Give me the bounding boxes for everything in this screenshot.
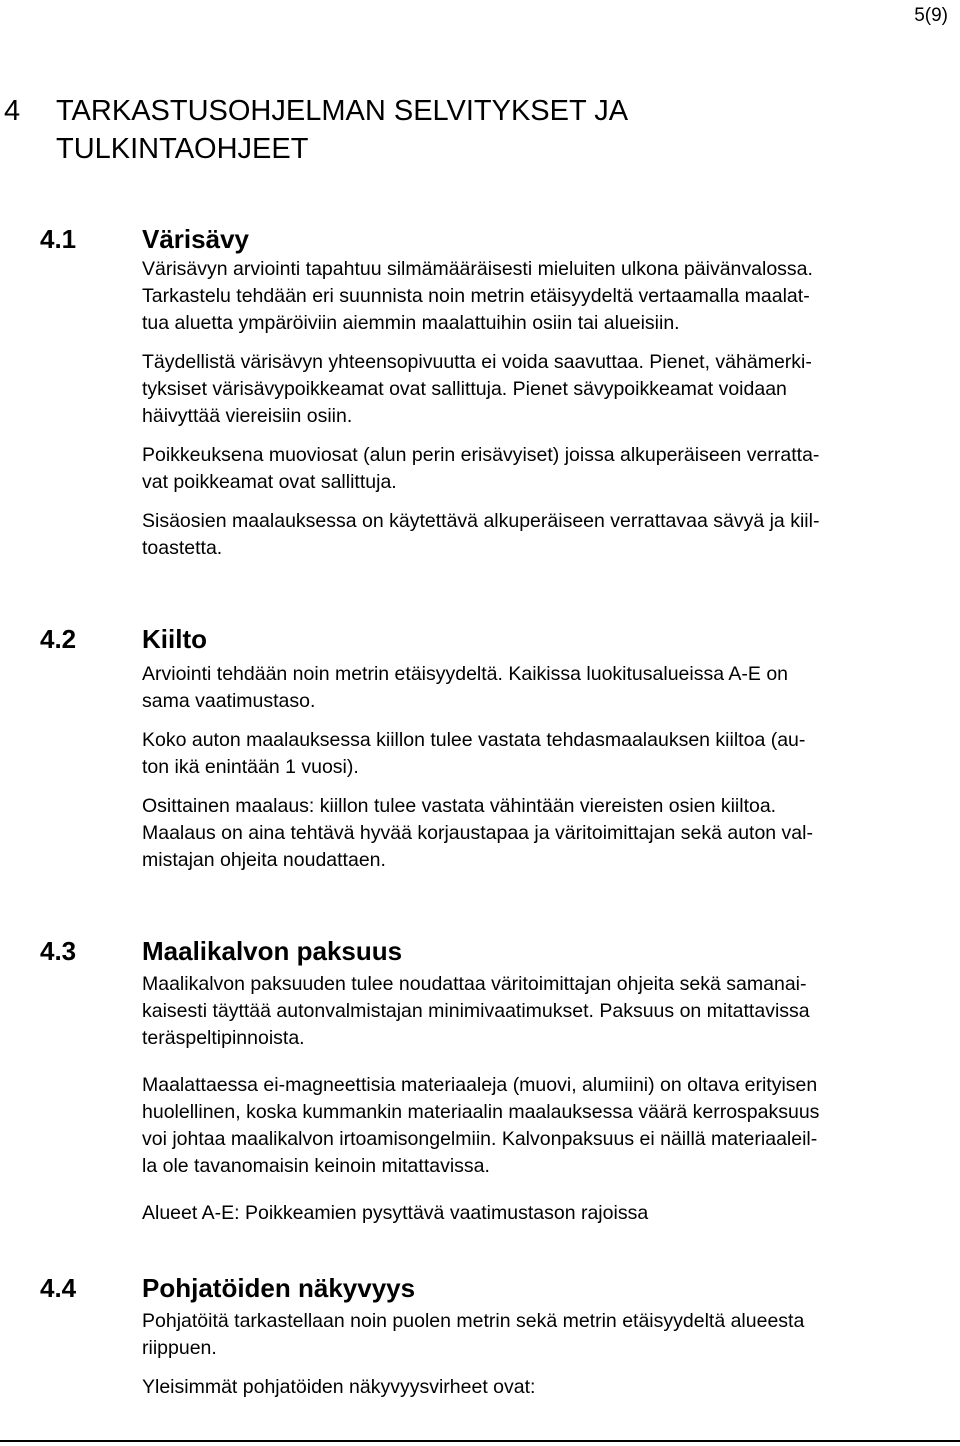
paragraph: Maalikalvon paksuuden tulee noudattaa väritoimittajan ohjeita sekä samanai- kaisesti täyttää autonvalmistajan minimivaatimukset. Paksuus on mitattavissa teräspeltipinnoista. (142, 973, 810, 1049)
paragraph: Maalattaessa ei-magneettisia materiaaleja (muovi, alumiini) on oltava erityisen huolellinen, koska kummankin materiaalin maalauksessa väärä kerrospaksuus voi johtaa maalikalvon irtoamisongelmiin. Kalvonpaksuus ei näillä materiaaleil- la ole tavanomaisin keinoin mitattavissa. (142, 1074, 820, 1177)
section-number: 4.4 (40, 1273, 77, 1303)
section-heading-4-3 (40, 934, 402, 968)
section-heading-4-2 (40, 622, 207, 656)
paragraph: Osittainen maalaus: kiillon tulee vastata vähintään viereisten osien kiiltoa. Maalaus on aina tehtävä hyvää korjaustapaa ja väritoimittajan sekä auton val- mistajan ohjeita noudattaen. (142, 795, 813, 871)
section-heading-4-1 (40, 222, 249, 256)
chapter-title: TARKASTUSOHJELMAN SELVITYKSET JA TULKINTAOHJEET (56, 95, 629, 165)
paragraph: Yleisimmät pohjatöiden näkyvyysvirheet ovat: (142, 1376, 536, 1398)
page-number: 5(9) (914, 5, 948, 26)
section-title: Kiilto (142, 624, 207, 654)
section-number: 4.1 (40, 224, 77, 254)
paragraph: Sisäosien maalauksessa on käytettävä alkuperäiseen verrattavaa sävyä ja kiil- toastetta. (142, 510, 820, 559)
section-title: Maalikalvon paksuus (142, 936, 403, 966)
paragraph: Alueet A-E: Poikkeamien pysyttävä vaatimustason rajoissa (142, 1202, 649, 1224)
paragraph: Täydellistä värisävyn yhteensopivuutta ei voida saavuttaa. Pienet, vähämerki- tyksiset värisävypoikkeamat ovat sallittuja. Pienet sävypoikkeamat voidaan häivyttää viereisiin osiin. (142, 351, 812, 427)
paragraph: Arviointi tehdään noin metrin etäisyydeltä. Kaikissa luokitusalueissa A-E on sama vaatimustaso. (142, 663, 789, 712)
section-number: 4.2 (40, 624, 77, 654)
paragraph: Värisävyn arviointi tapahtuu silmämääräisesti mieluiten ulkona päivänvalossa. Tarkastelu tehdään eri suunnista noin metrin etäisyydeltä vertaamalla maalat- tua aluetta ympäröiviin aiemmin maalattuihin osiin tai alueisiin. (142, 258, 813, 334)
section-number: 4.3 (40, 936, 77, 966)
chapter-heading (4, 92, 736, 168)
section-heading-4-4 (40, 1271, 415, 1305)
paragraph: Pohjatöitä tarkastellaan noin puolen metrin sekä metrin etäisyydeltä alueesta riippuen. (142, 1310, 805, 1359)
section-title: Värisävy (142, 224, 249, 254)
paragraph: Koko auton maalauksessa kiillon tulee vastata tehdasmaalauksen kiiltoa (au- ton ikä enintään 1 vuosi). (142, 729, 806, 778)
section-title: Pohjatöiden näkyvyys (142, 1273, 416, 1303)
section-body-4-2 (142, 661, 932, 874)
paragraph: Poikkeuksena muoviosat (alun perin erisävyiset) joissa alkuperäiseen verratta- vat poikkeamat ovat sallittuja. (142, 444, 820, 493)
section-body-4-4 (142, 1308, 932, 1401)
chapter-number: 4 (4, 95, 21, 127)
section-body-4-3 (142, 971, 932, 1227)
section-body-4-1 (142, 256, 932, 562)
footer-divider (0, 1440, 960, 1442)
